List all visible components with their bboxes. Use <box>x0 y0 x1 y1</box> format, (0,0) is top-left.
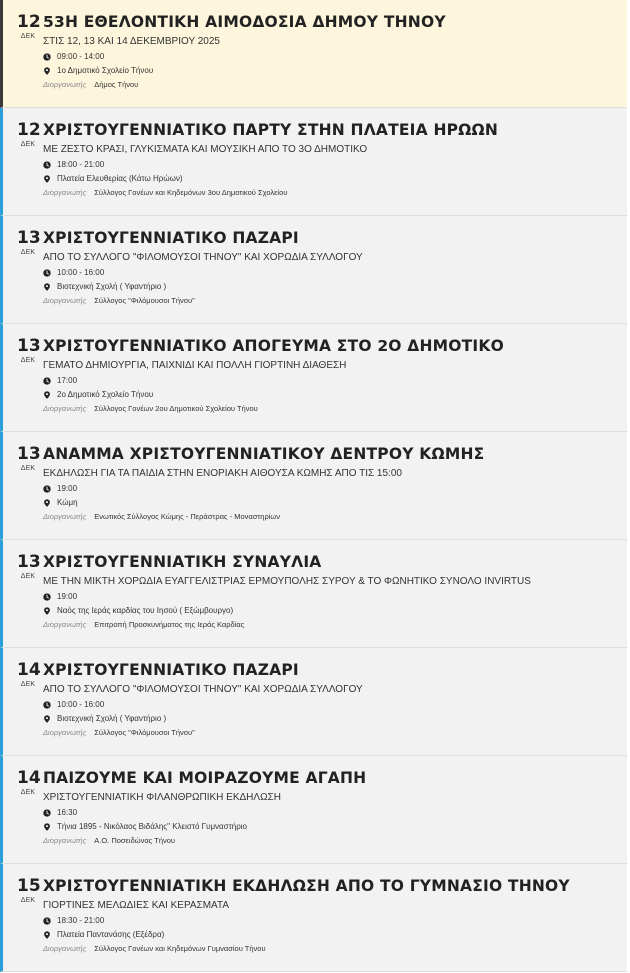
event-time-row <box>43 592 621 602</box>
map-pin-icon <box>43 175 51 183</box>
event-date <box>17 120 39 149</box>
event-body <box>43 120 621 198</box>
event-organizer-row <box>43 944 621 954</box>
event-time: 18:00 - 21:00 <box>57 160 105 169</box>
event-organizer: Α.Ο. Ποσειδώνας Τήνου <box>94 836 176 845</box>
event-location: Πλατεία Παντανάσης (Εξέδρα) <box>57 930 165 939</box>
event-organizer: Σύλλογος Γονέων και Κηδεμόνων Γυμνασίου Τήνου <box>94 944 266 953</box>
event-location: Βιοτεχνική Σχολή ( Υφαντήριο ) <box>57 714 167 723</box>
event-subtitle: ΓΕΜΑΤΟ ΔΗΜΙΟΥΡΓΙΑ, ΠΑΙΧΝΙΔΙ ΚΑΙ ΠΟΛΛΗ ΓΙΟΡΤΙΝΗ ΔΙΑΘΕΣΗ <box>43 360 347 371</box>
event-location: Τήνια 1895 - Νικόλαος Βιδάλης" Κλειστό Γυμναστήριο <box>57 822 247 831</box>
event-item[interactable] <box>0 0 627 108</box>
event-date <box>17 12 39 41</box>
event-time: 10:00 - 16:00 <box>57 268 105 277</box>
organizer-label: Διοργανωτής <box>43 80 87 89</box>
event-organizer: Δήμος Τήνου <box>94 80 139 89</box>
event-location-row <box>43 822 621 832</box>
event-time-row <box>43 484 621 494</box>
event-day: 14 <box>17 768 41 788</box>
event-time: 10:00 - 16:00 <box>57 700 105 709</box>
event-organizer-row <box>43 728 621 738</box>
event-organizer: Επιτροπή Προσκυνήματος της Ιεράς Καρδίας <box>94 620 245 629</box>
organizer-label: Διοργανωτής <box>43 728 87 737</box>
map-pin-icon <box>43 391 51 399</box>
event-organizer: Ενωτικός Σύλλογος Κώμης - Περάστρας - Μοναστηρίων <box>94 512 281 521</box>
event-location: Κώμη <box>57 498 78 507</box>
event-month: ΔΕΚ <box>20 789 36 796</box>
event-time: 16:30 <box>57 808 78 817</box>
event-day: 12 <box>17 120 41 140</box>
event-month: ΔΕΚ <box>20 465 36 472</box>
event-date <box>17 336 39 365</box>
event-title[interactable]: ΧΡΙΣΤΟΥΓΕΝΝΙΑΤΙΚΟ ΑΠΟΓΕΥΜΑ ΣΤΟ 2Ο ΔΗΜΟΤΙΚΟ <box>43 337 504 355</box>
event-month: ΔΕΚ <box>20 141 36 148</box>
event-body <box>43 552 621 630</box>
event-month: ΔΕΚ <box>20 33 36 40</box>
event-time-row <box>43 268 621 278</box>
event-body <box>43 660 621 738</box>
event-subtitle: ΓΙΟΡΤΙΝΕΣ ΜΕΛΩΔΙΕΣ ΚΑΙ ΚΕΡΑΣΜΑΤΑ <box>43 900 230 911</box>
event-item[interactable] <box>0 432 627 540</box>
event-item[interactable] <box>0 216 627 324</box>
event-date <box>17 660 39 689</box>
event-location-row <box>43 282 621 292</box>
clock-icon <box>43 161 51 169</box>
event-time-row <box>43 52 621 62</box>
event-title[interactable]: ΧΡΙΣΤΟΥΓΕΝΝΙΑΤΙΚΗ ΣΥΝΑΥΛΙΑ <box>43 553 322 571</box>
event-time: 17:00 <box>57 376 78 385</box>
event-item[interactable] <box>0 324 627 432</box>
event-date <box>17 768 39 797</box>
event-date <box>17 228 39 257</box>
event-day: 15 <box>17 876 41 896</box>
event-time-row <box>43 376 621 386</box>
event-date <box>17 876 39 905</box>
event-location: 1ο Δημοτικό Σχολείο Τήνου <box>57 66 154 75</box>
event-organizer-row <box>43 296 621 306</box>
clock-icon <box>43 485 51 493</box>
clock-icon <box>43 53 51 61</box>
event-subtitle: ΜΕ ΖΕΣΤΟ ΚΡΑΣΙ, ΓΛΥΚΙΣΜΑΤΑ ΚΑΙ ΜΟΥΣΙΚΗ ΑΠΟ ΤΟ 3Ο ΔΗΜΟΤΙΚΟ <box>43 144 368 155</box>
event-item[interactable] <box>0 756 627 864</box>
clock-icon <box>43 809 51 817</box>
event-time-row <box>43 700 621 710</box>
event-time-row <box>43 808 621 818</box>
event-organizer-row <box>43 836 621 846</box>
event-day: 13 <box>17 552 41 572</box>
event-subtitle: ΕΚΔΗΛΩΣΗ ΓΙΑ ΤΑ ΠΑΙΔΙΑ ΣΤΗΝ ΕΝΟΡΙΑΚΗ ΑΙΘΟΥΣΑ ΚΩΜΗΣ ΑΠΟ ΤΙΣ 15:00 <box>43 468 402 479</box>
map-pin-icon <box>43 67 51 75</box>
event-location-row <box>43 498 621 508</box>
event-time: 19:00 <box>57 592 78 601</box>
map-pin-icon <box>43 607 51 615</box>
event-time: 18:30 - 21:00 <box>57 916 105 925</box>
event-time: 19:00 <box>57 484 78 493</box>
event-month: ΔΕΚ <box>20 357 36 364</box>
event-title[interactable]: ΑΝΑΜΜΑ ΧΡΙΣΤΟΥΓΕΝΝΙΑΤΙΚΟΥ ΔΕΝΤΡΟΥ ΚΩΜΗΣ <box>43 445 485 463</box>
map-pin-icon <box>43 715 51 723</box>
event-location-row <box>43 66 621 76</box>
event-organizer-row <box>43 80 621 90</box>
event-item[interactable] <box>0 108 627 216</box>
event-subtitle: ΧΡΙΣΤΟΥΓΕΝΝΙΑΤΙΚΗ ΦΙΛΑΝΘΡΩΠΙΚΗ ΕΚΔΗΛΩΣΗ <box>43 792 281 803</box>
event-location-row <box>43 606 621 616</box>
organizer-label: Διοργανωτής <box>43 404 87 413</box>
event-body <box>43 876 621 954</box>
clock-icon <box>43 269 51 277</box>
event-time-row <box>43 916 621 926</box>
clock-icon <box>43 917 51 925</box>
event-body <box>43 12 621 90</box>
event-month: ΔΕΚ <box>20 681 36 688</box>
event-subtitle: ΣΤΙΣ 12, 13 ΚΑΙ 14 ΔΕΚΕΜΒΡΙΟΥ 2025 <box>43 36 220 47</box>
event-location-row <box>43 390 621 400</box>
organizer-label: Διοργανωτής <box>43 512 87 521</box>
event-subtitle: ΑΠΟ ΤΟ ΣΥΛΛΟΓΟ "ΦΙΛΟΜΟΥΣΟΙ ΤΗΝΟΥ" ΚΑΙ ΧΟΡΩΔΙΑ ΣΥΛΛΟΓΟΥ <box>43 252 363 263</box>
organizer-label: Διοργανωτής <box>43 836 87 845</box>
event-body <box>43 228 621 306</box>
organizer-label: Διοργανωτής <box>43 296 87 305</box>
event-title[interactable]: ΧΡΙΣΤΟΥΓΕΝΝΙΑΤΙΚΟ ΠΑΖΑΡΙ <box>43 229 299 247</box>
clock-icon <box>43 377 51 385</box>
event-location: Βιοτεχνική Σχολή ( Υφαντήριο ) <box>57 282 167 291</box>
event-organizer-row <box>43 512 621 522</box>
event-title[interactable]: ΧΡΙΣΤΟΥΓΕΝΝΙΑΤΙΚΟ ΠΑΖΑΡΙ <box>43 661 299 679</box>
organizer-label: Διοργανωτής <box>43 188 87 197</box>
event-organizer: Σύλλογος Γονέων και Κηδεμόνων 3ου Δημοτικού Σχολείου <box>94 188 288 197</box>
event-subtitle: ΜΕ ΤΗΝ ΜΙΚΤΗ ΧΟΡΩΔΙΑ ΕΥΑΓΓΕΛΙΣΤΡΙΑΣ ΕΡΜΟΥΠΟΛΗΣ ΣΥΡΟΥ & ΤΟ ΦΩΝΗΤΙΚΟ ΣΥΝΟΛΟ INVIRTUS <box>43 576 531 587</box>
event-month: ΔΕΚ <box>20 573 36 580</box>
event-organizer-row <box>43 188 621 198</box>
event-month: ΔΕΚ <box>20 249 36 256</box>
map-pin-icon <box>43 499 51 507</box>
event-location-row <box>43 930 621 940</box>
event-location: 2ο Δημοτικό Σχολείο Τήνου <box>57 390 154 399</box>
event-date <box>17 444 39 473</box>
event-title[interactable]: ΧΡΙΣΤΟΥΓΕΝΝΙΑΤΙΚΟ ΠΑΡΤΥ ΣΤΗΝ ΠΛΑΤΕΙΑ ΗΡΩΩΝ <box>43 121 499 139</box>
map-pin-icon <box>43 283 51 291</box>
event-body <box>43 336 621 414</box>
organizer-label: Διοργανωτής <box>43 620 87 629</box>
event-time: 09:00 - 14:00 <box>57 52 105 61</box>
clock-icon <box>43 701 51 709</box>
event-body <box>43 444 621 522</box>
event-day: 12 <box>17 12 41 32</box>
event-day: 14 <box>17 660 41 680</box>
event-organizer-row <box>43 620 621 630</box>
event-item[interactable] <box>0 648 627 756</box>
event-month: ΔΕΚ <box>20 897 36 904</box>
event-title[interactable]: ΠΑΙΖΟΥΜΕ ΚΑΙ ΜΟΙΡΑΖΟΥΜΕ ΑΓΑΠΗ <box>43 769 367 787</box>
event-organizer-row <box>43 404 621 414</box>
event-organizer: Σύλλογος Γονέων 2ου Δημοτικού Σχολείου Τήνου <box>94 404 258 413</box>
event-organizer: Σύλλογος "Φιλόμουσοι Τήνου" <box>94 728 195 737</box>
organizer-label: Διοργανωτής <box>43 944 87 953</box>
event-title[interactable]: ΧΡΙΣΤΟΥΓΕΝΝΙΑΤΙΚΗ ΕΚΔΗΛΩΣΗ ΑΠΟ ΤΟ ΓΥΜΝΑΣΙΟ ΤΗΝΟΥ <box>43 877 570 895</box>
event-time-row <box>43 160 621 170</box>
event-subtitle: ΑΠΟ ΤΟ ΣΥΛΛΟΓΟ "ΦΙΛΟΜΟΥΣΟΙ ΤΗΝΟΥ" ΚΑΙ ΧΟΡΩΔΙΑ ΣΥΛΛΟΓΟΥ <box>43 684 363 695</box>
map-pin-icon <box>43 823 51 831</box>
event-day: 13 <box>17 336 41 356</box>
event-title[interactable]: 53Η ΕΘΕΛΟΝΤΙΚΗ ΑΙΜΟΔΟΣΙΑ ΔΗΜΟΥ ΤΗΝΟΥ <box>43 13 446 31</box>
event-location: Πλατεία Ελευθερίας (Κάτω Ηρώων) <box>57 174 183 183</box>
event-day: 13 <box>17 228 41 248</box>
event-day: 13 <box>17 444 41 464</box>
event-location-row <box>43 174 621 184</box>
event-organizer: Σύλλογος "Φιλόμουσοι Τήνου" <box>94 296 195 305</box>
event-location-row <box>43 714 621 724</box>
event-item[interactable] <box>0 864 627 972</box>
event-location: Ναός της Ιεράς καρδίας του Ιησού ( Εξώμβουργο) <box>57 606 234 615</box>
event-item[interactable] <box>0 540 627 648</box>
event-date <box>17 552 39 581</box>
map-pin-icon <box>43 931 51 939</box>
clock-icon <box>43 593 51 601</box>
event-body <box>43 768 621 846</box>
